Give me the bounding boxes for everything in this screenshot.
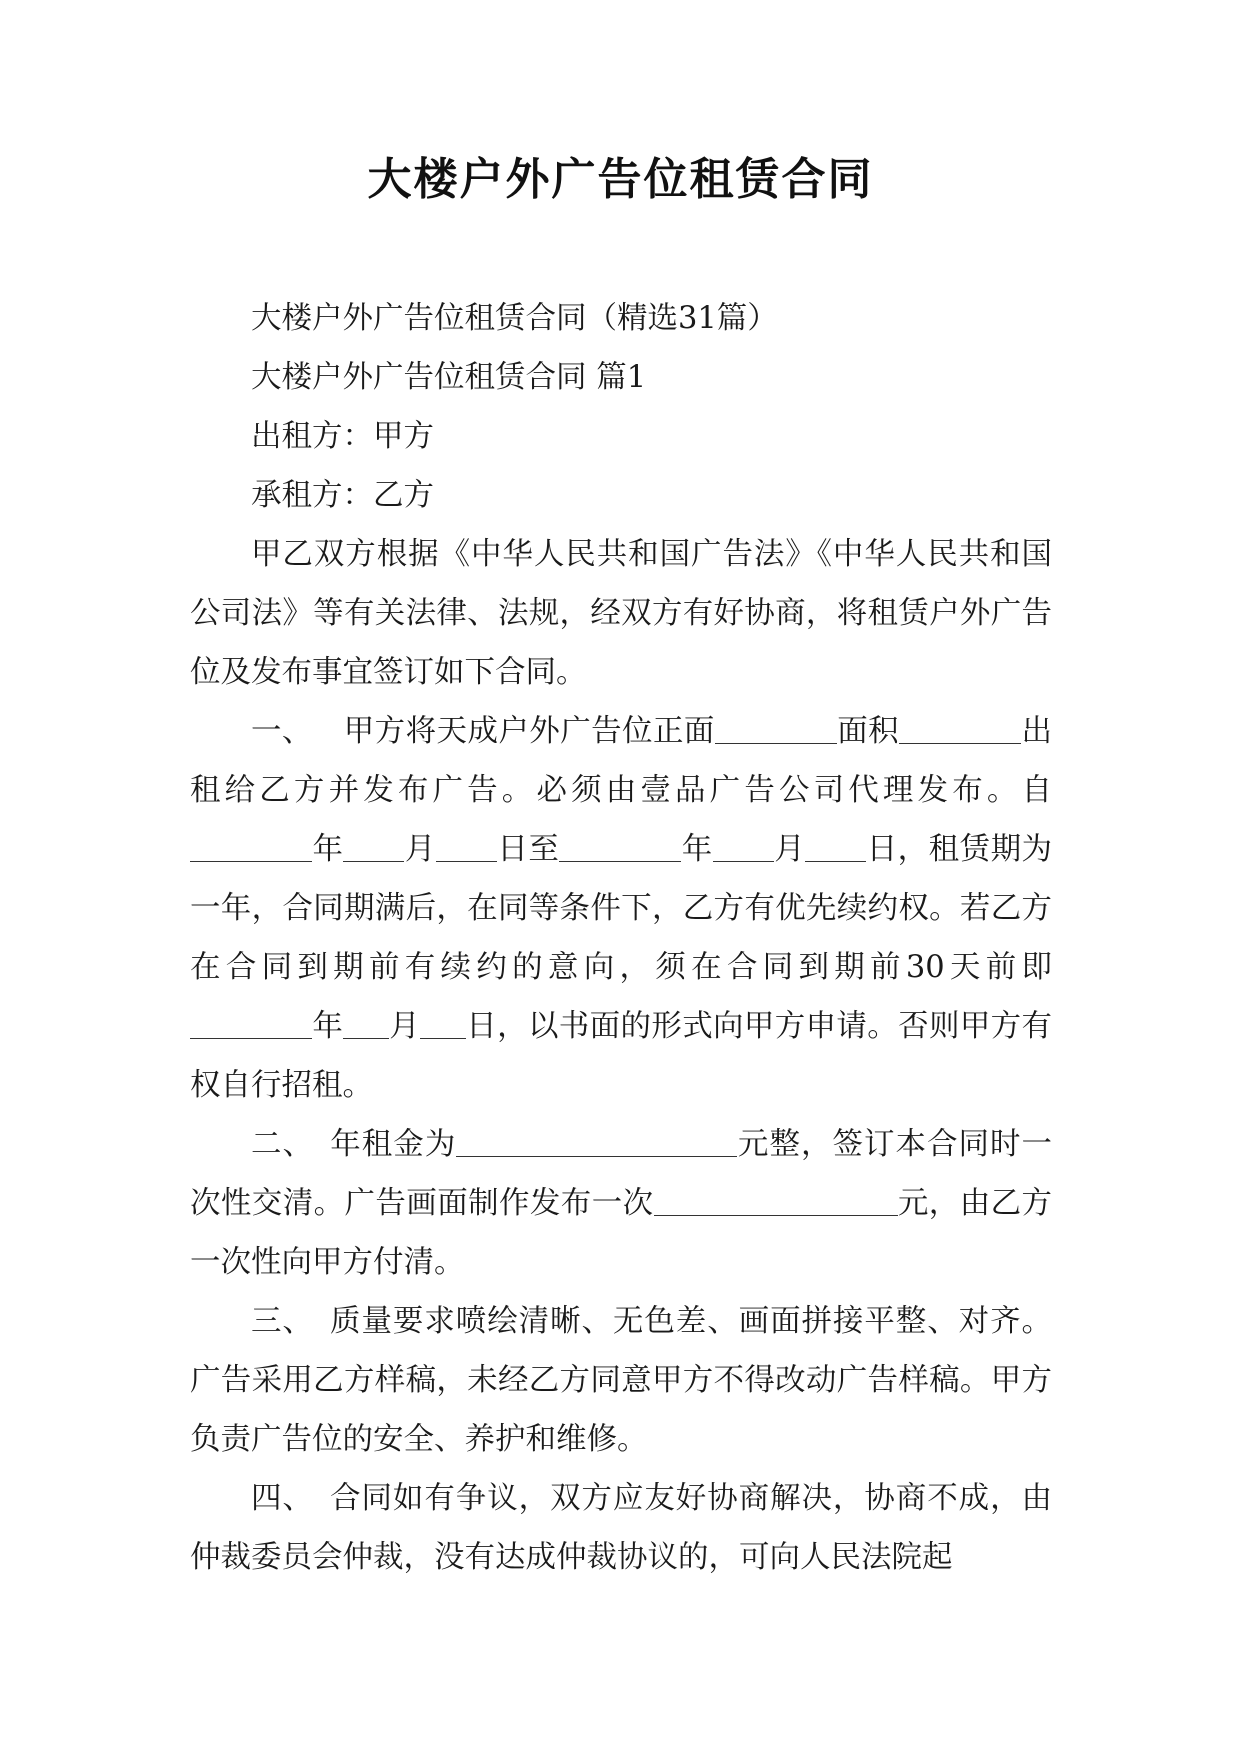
blank-line (420, 1008, 466, 1040)
clause-2-text: 元，由乙方一次性向甲方付清。 (190, 1186, 1052, 1280)
lessee-line: 承租方：乙方 (251, 478, 434, 513)
month-label: 月 (404, 832, 436, 867)
clause-3-text: 质量要求喷绘清晰、无色差、画面拼接平整、对齐。广告采用乙方样稿，未经乙方同意甲方不得改动广告样稿。甲方负责广告位的安全、养护和维修。 (190, 1304, 1053, 1457)
clause-1 (190, 702, 1052, 1115)
document-body (190, 289, 1052, 1587)
blank-line (654, 1185, 898, 1217)
blank-line (190, 831, 312, 863)
blank-line (559, 831, 681, 863)
blank-line (436, 831, 497, 863)
blank-line (190, 1008, 312, 1040)
clause-4-number: 四、 (251, 1481, 314, 1516)
clause-1-text: 出租给乙方并发布广告。必须由壹品广告公司代理发布。自 (190, 714, 1053, 808)
clause-2 (190, 1115, 1052, 1292)
year-label: 年 (312, 832, 344, 867)
clause-1-text: 甲方将天成户外广告位正面 (343, 714, 715, 749)
clause-2-text: 元整，签订本合同时一次性交清。广告画面制作发布一次 (190, 1127, 1053, 1221)
blank-line (713, 831, 774, 863)
blank-line (343, 831, 404, 863)
preamble-paragraph: 甲乙双方根据《中华人民共和国广告法》《中华人民共和国公司法》等有关法律、法规，经双方有好协商，将租赁户外广告位及发布事宜签订如下合同。 (190, 537, 1052, 690)
clause-4 (190, 1469, 1052, 1587)
clause-3-number: 三、 (251, 1304, 314, 1339)
document-title: 大楼户外广告位租赁合同 (367, 154, 874, 205)
clause-4-text: 合同如有争议，双方应友好协商解决，协商不成，由仲裁委员会仲裁，没有达成仲裁协议的，可向人民法院起 (190, 1481, 1053, 1575)
section-heading: 大楼户外广告位租赁合同 篇1 (251, 360, 647, 395)
clause-1-text: 日，租赁期为一年，合同期满后，在同等条件下，乙方有优先续约权。若乙方在合同到期前有续约的意向，须在合同到期前30天前即 (190, 832, 1053, 985)
blank-line (343, 1008, 389, 1040)
blank-line (715, 713, 837, 745)
clause-1-text: 面积 (836, 714, 900, 749)
clause-1-text: 日，以书面的形式向甲方申请。否则甲方有权自行招租。 (190, 1009, 1053, 1103)
blank-line (805, 831, 866, 863)
day-to-label: 日至 (496, 832, 560, 867)
month-label: 月 (773, 832, 806, 867)
blank-line (899, 713, 1021, 745)
clause-2-text: 年租金为 (329, 1127, 457, 1162)
lessor-line: 出租方：甲方 (251, 419, 434, 454)
clause-3 (190, 1292, 1052, 1469)
month-label: 月 (388, 1009, 421, 1044)
year-label: 年 (681, 832, 713, 867)
intro-line: 大楼户外广告位租赁合同（精选31篇） (251, 301, 778, 336)
clause-1-number: 一、 (251, 714, 313, 749)
blank-line (456, 1126, 737, 1158)
year-label: 年 (312, 1009, 344, 1044)
clause-2-number: 二、 (251, 1127, 315, 1162)
